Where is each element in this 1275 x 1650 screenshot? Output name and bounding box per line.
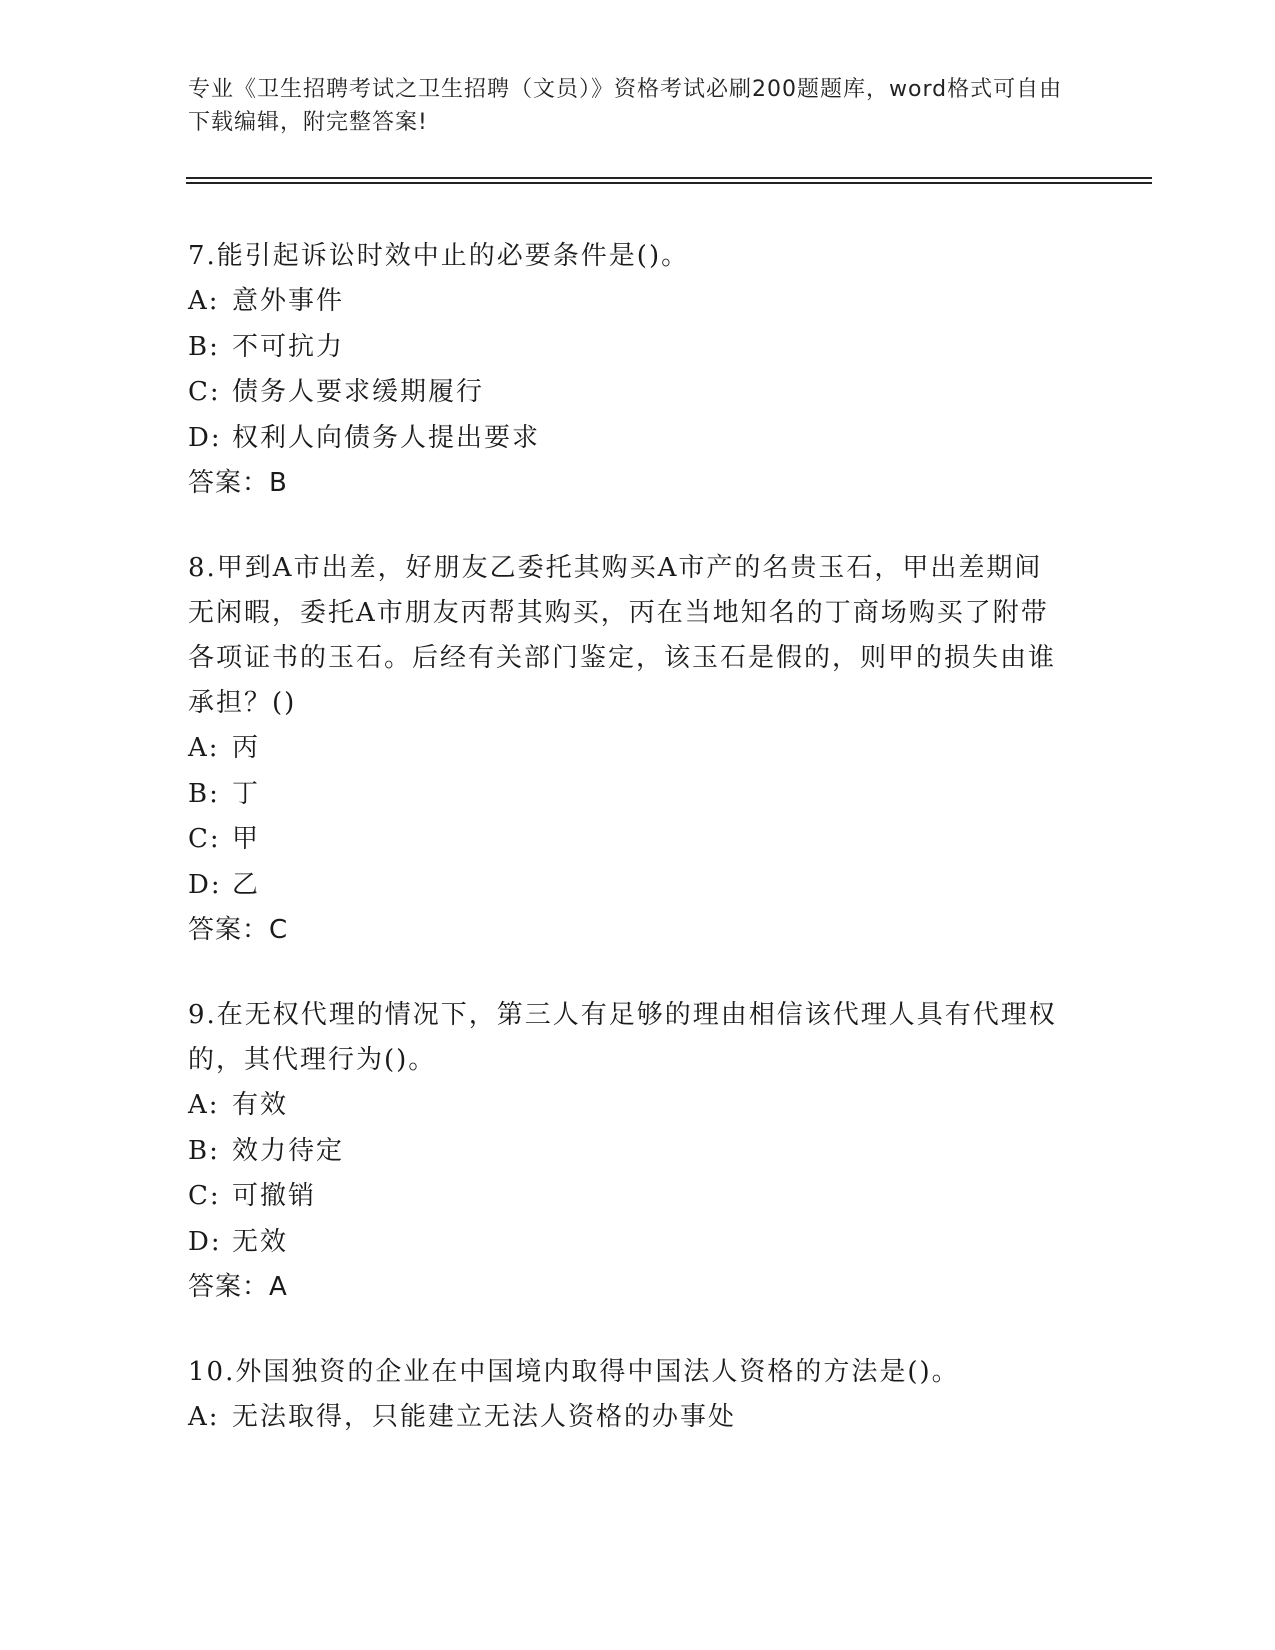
question-text: 9.在无权代理的情况下，第三人有足够的理由相信该代理人具有代理权的，其代理行为()。 <box>188 1000 1057 1075</box>
option-key: B: <box>188 331 220 362</box>
option-a <box>188 1083 1068 1129</box>
option-a <box>188 726 1068 772</box>
header-divider-top <box>186 177 1152 179</box>
answer-line: 答案：A <box>188 1272 288 1302</box>
question-10 <box>188 1350 1068 1441</box>
option-b <box>188 772 1068 818</box>
option-key: D: <box>188 422 222 453</box>
answer-line: 答案：C <box>188 915 289 945</box>
option-text: 乙 <box>232 869 261 900</box>
option-key: D: <box>188 869 222 900</box>
option-c <box>188 817 1068 863</box>
header-title: 专业《卫生招聘考试之卫生招聘（文员）》资格考试必刷200题题库，word格式可自由下载编辑，附完整答案! <box>188 77 1063 135</box>
option-c <box>188 370 1068 416</box>
question-8 <box>188 546 1068 953</box>
option-text: 有效 <box>232 1090 289 1120</box>
option-text: 可撤销 <box>232 1181 317 1211</box>
question-text: 10.外国独资的企业在中国境内取得中国法人资格的方法是()。 <box>188 1357 960 1387</box>
option-key: A: <box>188 1402 220 1432</box>
option-d <box>188 1220 1068 1266</box>
option-a <box>188 279 1068 325</box>
option-key: A: <box>188 286 220 316</box>
option-list <box>188 726 1068 908</box>
option-a <box>188 1395 1068 1441</box>
option-text: 无效 <box>232 1226 289 1257</box>
option-key: D: <box>188 1226 222 1257</box>
option-text: 意外事件 <box>232 286 345 316</box>
option-text: 甲 <box>232 824 261 854</box>
question-text: 7.能引起诉讼时效中止的必要条件是()。 <box>188 241 690 271</box>
option-list <box>188 1083 1068 1265</box>
option-key: C: <box>188 377 221 407</box>
option-key: A: <box>188 733 220 763</box>
option-text: 无法取得，只能建立无法人资格的办事处 <box>232 1402 737 1432</box>
question-list <box>188 234 1068 1481</box>
option-text: 债务人要求缓期履行 <box>232 377 485 407</box>
option-key: B: <box>188 778 220 809</box>
option-b <box>188 1129 1068 1175</box>
option-key: A: <box>188 1090 220 1120</box>
question-7 <box>188 234 1068 506</box>
question-9 <box>188 993 1068 1310</box>
document-header <box>188 73 1078 139</box>
option-c <box>188 1174 1068 1220</box>
option-list <box>188 279 1068 461</box>
option-key: B: <box>188 1135 220 1166</box>
answer-line: 答案：B <box>188 468 288 498</box>
option-text: 权利人向债务人提出要求 <box>232 422 541 453</box>
option-text: 效力待定 <box>232 1135 345 1166</box>
option-list <box>188 1395 1068 1441</box>
option-b <box>188 325 1068 371</box>
option-d <box>188 416 1068 462</box>
option-text: 不可抗力 <box>232 331 345 362</box>
option-d <box>188 863 1068 909</box>
option-key: C: <box>188 1181 221 1211</box>
header-divider-bottom <box>186 182 1152 184</box>
question-text: 8.甲到A市出差，好朋友乙委托其购买A市产的名贵玉石，甲出差期间无闲暇，委托A市朋友丙帮其购买，丙在当地知名的丁商场购买了附带各项证书的玉石。后经有关部门鉴定，该玉石是假的，则甲的损失由谁承担？() <box>188 553 1057 718</box>
option-text: 丙 <box>232 733 261 763</box>
option-text: 丁 <box>232 778 261 809</box>
option-key: C: <box>188 824 221 854</box>
